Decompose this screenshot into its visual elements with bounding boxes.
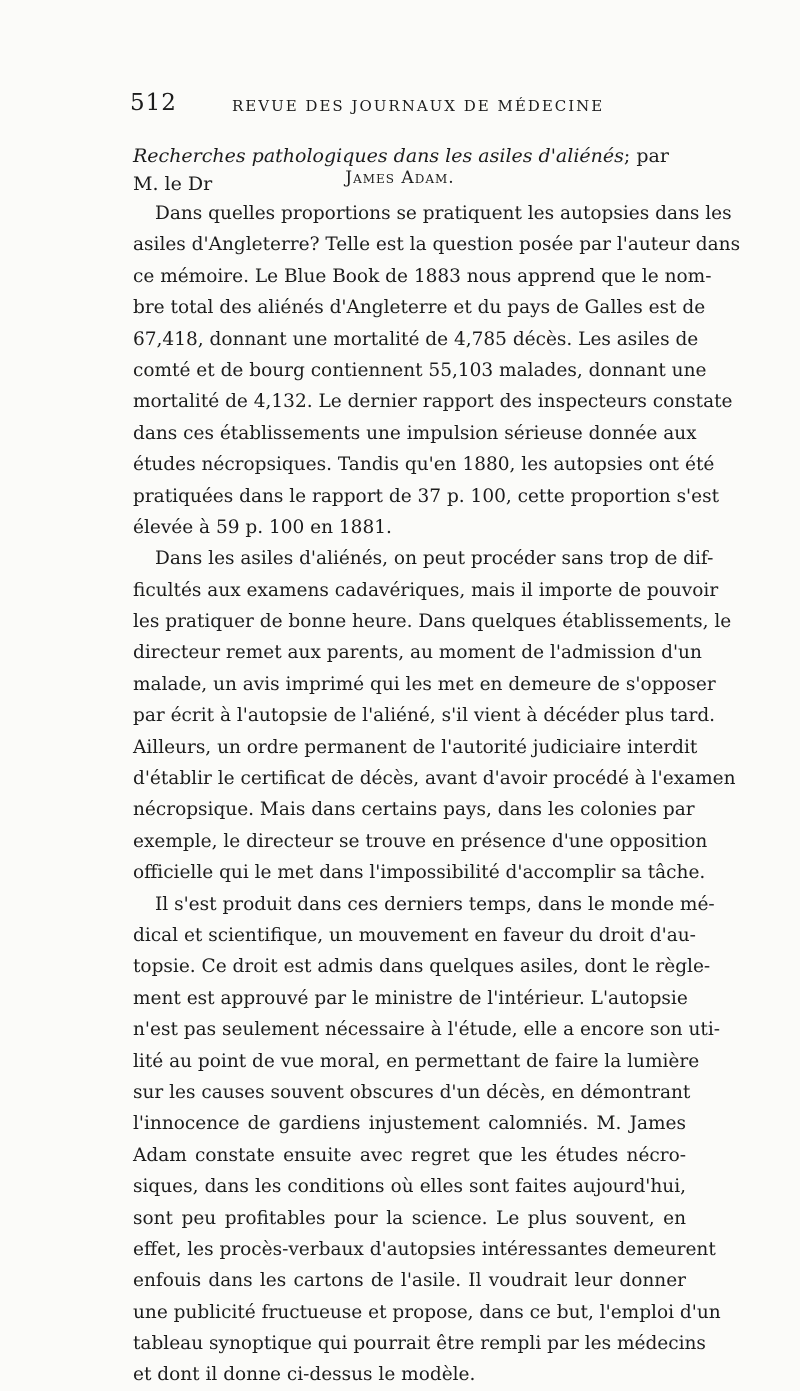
body-line: exemple, le directeur se trouve en présence d'une opposition xyxy=(133,830,708,852)
body-line: ce mémoire. Le Blue Book de 1883 nous apprend que le nom- xyxy=(133,265,712,287)
article-title-suffix: ; par M. le Dr xyxy=(133,145,669,195)
body-line: topsie. Ce droit est admis dans quelques asiles, dont le règle- xyxy=(133,956,711,978)
body-line: d'établir le certificat de décès, avant d'avoir procédé à l'examen xyxy=(133,768,736,790)
body-line: officielle qui le met dans l'impossibilité d'accomplir sa tâche. xyxy=(133,862,706,884)
body-line: siques, dans les conditions où elles sont faites aujourd'hui, xyxy=(133,1176,686,1198)
body-line: Dans quelles proportions se pratiquent les autopsies dans les xyxy=(155,203,732,224)
body-line: une publicité fructueuse et propose, dans ce but, l'emploi d'un xyxy=(133,1301,721,1323)
body-line: effet, les procès-verbaux d'autopsies intéressantes demeurent xyxy=(133,1238,716,1260)
body-line: par écrit à l'autopsie de l'aliéné, s'il vient à décéder plus tard. xyxy=(133,705,716,727)
page-header xyxy=(130,90,690,120)
body-line: ficultés aux examens cadavériques, mais il importe de pouvoir xyxy=(133,579,719,601)
body-line: nécropsique. Mais dans certains pays, dans les colonies par xyxy=(133,799,695,821)
body-line: directeur remet aux parents, au moment de l'admission d'un xyxy=(133,642,702,664)
body-line: n'est pas seulement nécessaire à l'étude, elle a encore son uti- xyxy=(133,1019,720,1041)
article-author: James Adam. xyxy=(345,168,455,188)
body-line: ment est approuvé par le ministre de l'intérieur. L'autopsie xyxy=(133,987,688,1009)
body-line: enfouis dans les cartons de l'asile. Il voudrait leur donner xyxy=(133,1270,686,1292)
body-line: lité au point de vue moral, en permettant de faire la lumière xyxy=(133,1050,700,1072)
body-line: 67,418, donnant une mortalité de 4,785 décès. Les asiles de xyxy=(133,328,699,350)
article-title-text: Recherches pathologiques dans les asiles d'aliénés xyxy=(133,145,624,167)
page-number: 512 xyxy=(130,90,177,116)
body-line: et dont il donne ci-dessus le modèle. xyxy=(133,1364,476,1386)
body-line: Adam constate ensuite avec regret que les études nécro- xyxy=(133,1144,686,1166)
body-line: tableau synoptique qui pourrait être rempli par les médecins xyxy=(133,1333,706,1355)
body-line: sur les causes souvent obscures d'un décès, en démontrant xyxy=(133,1081,691,1103)
body-line: Il s'est produit dans ces derniers temps, dans le monde mé- xyxy=(155,893,715,915)
body-line: malade, un avis imprimé qui les met en demeure de s'opposer xyxy=(133,673,716,695)
body-line: dans ces établissements une impulsion sérieuse donnée aux xyxy=(133,422,697,444)
body-line: bre total des aliénés d'Angleterre et du pays de Galles est de xyxy=(133,297,706,319)
body-line: l'innocence de gardiens injustement calomniés. M. James xyxy=(133,1113,686,1135)
body-line: dical et scientifique, un mouvement en faveur du droit d'au- xyxy=(133,924,696,946)
article-body xyxy=(133,198,741,1391)
running-head: REVUE DES JOURNAUX DE MÉDECINE xyxy=(232,97,605,115)
body-line: élevée à 59 p. 100 en 1881. xyxy=(133,516,392,538)
body-line: les pratiquer de bonne heure. Dans quelques établissements, le xyxy=(133,611,732,633)
body-line: sont peu profitables pour la science. Le plus souvent, en xyxy=(133,1207,686,1229)
body-line: mortalité de 4,132. Le dernier rapport des inspecteurs constate xyxy=(133,391,733,413)
body-line: pratiquées dans le rapport de 37 p. 100, cette proportion s'est xyxy=(133,485,720,507)
body-line: Dans les asiles d'aliénés, on peut procéder sans trop de dif- xyxy=(155,548,714,570)
body-line: études nécropsiques. Tandis qu'en 1880, les autopsies ont été xyxy=(133,454,715,476)
body-line: comté et de bourg contiennent 55,103 malades, donnant une xyxy=(133,359,707,381)
body-line: asiles d'Angleterre? Telle est la question posée par l'auteur dans xyxy=(133,234,741,256)
body-line: Ailleurs, un ordre permanent de l'autorité judiciaire interdit xyxy=(133,736,698,758)
